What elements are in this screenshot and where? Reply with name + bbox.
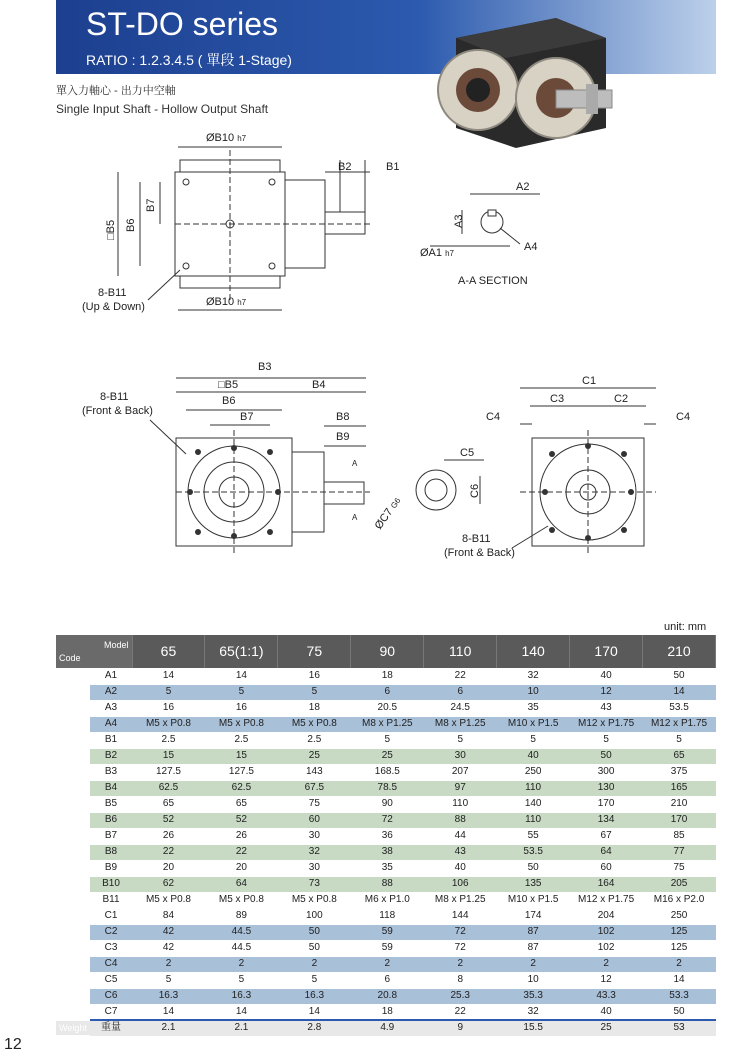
row-code: B10 bbox=[90, 876, 132, 892]
weight-cell: 25 bbox=[570, 1020, 643, 1036]
table-cell: 22 bbox=[132, 844, 205, 860]
table-cell: M5 x P0.8 bbox=[132, 716, 205, 732]
table-cell: 2.5 bbox=[278, 732, 351, 748]
table-cell: 62.5 bbox=[205, 780, 278, 796]
table-cell: M6 x P1.0 bbox=[351, 892, 424, 908]
corner-cell: Model Code bbox=[56, 635, 132, 668]
model-header: 210 bbox=[643, 635, 716, 668]
table-cell: M10 x P1.5 bbox=[497, 892, 570, 908]
table-cell: 15 bbox=[132, 748, 205, 764]
label-c6: C6 bbox=[469, 483, 481, 498]
table-cell: 25 bbox=[278, 748, 351, 764]
table-cell: 42 bbox=[132, 940, 205, 956]
table-cell: 18 bbox=[278, 700, 351, 716]
table-cell: 18 bbox=[351, 668, 424, 684]
model-header: 65 bbox=[132, 635, 205, 668]
table-cell: 77 bbox=[643, 844, 716, 860]
weight-cell: 2.1 bbox=[132, 1020, 205, 1036]
table-cell: 14 bbox=[132, 668, 205, 684]
label-b2: B2 bbox=[338, 161, 352, 173]
table-cell: 2.5 bbox=[205, 732, 278, 748]
table-cell: 16 bbox=[205, 700, 278, 716]
table-cell: 75 bbox=[643, 860, 716, 876]
table-cell: 14 bbox=[643, 684, 716, 700]
label-b5: □B5 bbox=[105, 219, 117, 240]
table-row bbox=[56, 764, 716, 780]
table-cell: 32 bbox=[497, 668, 570, 684]
table-cell: 62.5 bbox=[132, 780, 205, 796]
table-cell: 60 bbox=[570, 860, 643, 876]
table-body bbox=[56, 668, 716, 1036]
label-a3: A3 bbox=[453, 214, 465, 228]
table-cell: 5 bbox=[278, 972, 351, 988]
label-b6b: B6 bbox=[222, 395, 236, 407]
table-cell: 2 bbox=[205, 956, 278, 972]
table-cell: 135 bbox=[497, 876, 570, 892]
intro-english: Single Input Shaft - Hollow Output Shaft bbox=[56, 102, 269, 116]
table-cell: 40 bbox=[424, 860, 497, 876]
row-code: C2 bbox=[90, 924, 132, 940]
label-b11-front2-note: (Front & Back) bbox=[444, 547, 515, 559]
table-cell: 30 bbox=[278, 828, 351, 844]
weight-cell: 9 bbox=[424, 1020, 497, 1036]
row-code: B8 bbox=[90, 844, 132, 860]
model-header: 65(1:1) bbox=[205, 635, 278, 668]
label-a-mark1: A bbox=[352, 459, 358, 468]
table-cell: 140 bbox=[497, 796, 570, 812]
table-cell: 5 bbox=[424, 732, 497, 748]
table-cell: 207 bbox=[424, 764, 497, 780]
table-cell: 88 bbox=[424, 812, 497, 828]
label-section: A-A SECTION bbox=[458, 275, 528, 287]
table-cell: 50 bbox=[497, 860, 570, 876]
table-cell: M5 x P0.8 bbox=[278, 892, 351, 908]
table-cell: 20 bbox=[132, 860, 205, 876]
table-cell: 250 bbox=[643, 908, 716, 924]
row-code: B6 bbox=[90, 812, 132, 828]
table-cell: 85 bbox=[643, 828, 716, 844]
table-row bbox=[56, 716, 716, 732]
table-row bbox=[56, 780, 716, 796]
table-cell: 2.5 bbox=[132, 732, 205, 748]
label-a2: A2 bbox=[516, 181, 530, 193]
table-cell: 300 bbox=[570, 764, 643, 780]
table-cell: 26 bbox=[205, 828, 278, 844]
table-row bbox=[56, 988, 716, 1004]
table-cell: 10 bbox=[497, 972, 570, 988]
table-cell: 16.3 bbox=[132, 988, 205, 1004]
table-cell: 5 bbox=[278, 684, 351, 700]
table-cell: 14 bbox=[643, 972, 716, 988]
table-cell: 43 bbox=[424, 844, 497, 860]
table-cell: 59 bbox=[351, 940, 424, 956]
table-cell: 16 bbox=[132, 700, 205, 716]
table-cell: 2 bbox=[278, 956, 351, 972]
table-cell: 5 bbox=[497, 732, 570, 748]
weight-cell: 15.5 bbox=[497, 1020, 570, 1036]
label-b1: B1 bbox=[386, 161, 400, 173]
table-row bbox=[56, 892, 716, 908]
table-cell: M8 x P1.25 bbox=[424, 716, 497, 732]
table-cell: 43 bbox=[570, 700, 643, 716]
table-row bbox=[56, 700, 716, 716]
table-row bbox=[56, 972, 716, 988]
table-cell: 90 bbox=[351, 796, 424, 812]
table-cell: 14 bbox=[205, 1004, 278, 1020]
table-row bbox=[56, 956, 716, 972]
weight-cell: 53 bbox=[643, 1020, 716, 1036]
row-code: C6 bbox=[90, 988, 132, 1004]
row-code: A1 bbox=[90, 668, 132, 684]
ratio-subtitle: RATIO : 1.2.3.4.5 ( 單段 1-Stage) bbox=[86, 52, 292, 68]
table-cell: 174 bbox=[497, 908, 570, 924]
table-cell: 30 bbox=[424, 748, 497, 764]
model-header: 140 bbox=[497, 635, 570, 668]
table-cell: 164 bbox=[570, 876, 643, 892]
table-cell: M12 x P1.75 bbox=[570, 716, 643, 732]
label-c1: C1 bbox=[582, 375, 597, 387]
table-cell: 36 bbox=[351, 828, 424, 844]
table-row bbox=[56, 732, 716, 748]
label-b10-top: ØB10 h7 bbox=[206, 132, 247, 144]
table-cell: 8 bbox=[424, 972, 497, 988]
table-cell: 14 bbox=[205, 668, 278, 684]
table-cell: 50 bbox=[278, 940, 351, 956]
table-cell: 50 bbox=[643, 1004, 716, 1020]
table-cell: 118 bbox=[351, 908, 424, 924]
table-cell: 78.5 bbox=[351, 780, 424, 796]
table-cell: 5 bbox=[205, 972, 278, 988]
table-cell: 65 bbox=[643, 748, 716, 764]
table-cell: 32 bbox=[278, 844, 351, 860]
table-cell: 106 bbox=[424, 876, 497, 892]
table-cell: 52 bbox=[132, 812, 205, 828]
table-cell: 89 bbox=[205, 908, 278, 924]
table-row bbox=[56, 812, 716, 828]
weight-code: 重量 bbox=[90, 1020, 132, 1036]
table-cell: 72 bbox=[351, 812, 424, 828]
table-cell: 16.3 bbox=[278, 988, 351, 1004]
row-code: A3 bbox=[90, 700, 132, 716]
table-cell: 125 bbox=[643, 924, 716, 940]
table-cell: 5 bbox=[643, 732, 716, 748]
table-row bbox=[56, 748, 716, 764]
table-row bbox=[56, 796, 716, 812]
table-cell: 102 bbox=[570, 940, 643, 956]
table-cell: 65 bbox=[132, 796, 205, 812]
table-cell: 72 bbox=[424, 940, 497, 956]
table-cell: 2 bbox=[497, 956, 570, 972]
table-row bbox=[56, 828, 716, 844]
table-cell: 16.3 bbox=[205, 988, 278, 1004]
label-b4: B4 bbox=[312, 379, 326, 391]
row-code: B9 bbox=[90, 860, 132, 876]
table-cell: 110 bbox=[424, 796, 497, 812]
table-cell: 6 bbox=[351, 972, 424, 988]
label-b7: B7 bbox=[145, 198, 157, 212]
table-cell: 53.5 bbox=[497, 844, 570, 860]
table-cell: 26 bbox=[132, 828, 205, 844]
row-code: C7 bbox=[90, 1004, 132, 1020]
table-cell: 44.5 bbox=[205, 940, 278, 956]
table-cell: 22 bbox=[205, 844, 278, 860]
table-cell: 25.3 bbox=[424, 988, 497, 1004]
table-row bbox=[56, 924, 716, 940]
table-cell: 50 bbox=[570, 748, 643, 764]
table-cell: M5 x P0.8 bbox=[205, 892, 278, 908]
label-b11-top-note: (Up & Down) bbox=[82, 301, 145, 313]
label-b6: B6 bbox=[125, 218, 137, 232]
table-cell: 53.5 bbox=[643, 700, 716, 716]
table-cell: 44.5 bbox=[205, 924, 278, 940]
row-code: C1 bbox=[90, 908, 132, 924]
table-cell: 44 bbox=[424, 828, 497, 844]
label-a4: A4 bbox=[524, 241, 538, 253]
table-cell: 10 bbox=[497, 684, 570, 700]
model-header: 170 bbox=[570, 635, 643, 668]
label-b11-front-note: (Front & Back) bbox=[82, 405, 153, 417]
table-cell: 87 bbox=[497, 940, 570, 956]
model-header: 110 bbox=[424, 635, 497, 668]
table-row bbox=[56, 908, 716, 924]
table-cell: 125 bbox=[643, 940, 716, 956]
table-cell: 2 bbox=[351, 956, 424, 972]
table-cell: 100 bbox=[278, 908, 351, 924]
table-cell: 62 bbox=[132, 876, 205, 892]
table-cell: 64 bbox=[570, 844, 643, 860]
table-cell: M5 x P0.8 bbox=[205, 716, 278, 732]
table-cell: M5 x P0.8 bbox=[278, 716, 351, 732]
table-cell: M10 x P1.5 bbox=[497, 716, 570, 732]
table-cell: 12 bbox=[570, 684, 643, 700]
table-cell: 60 bbox=[278, 812, 351, 828]
table-row bbox=[56, 876, 716, 892]
table-cell: 134 bbox=[570, 812, 643, 828]
weight-cell: 2.8 bbox=[278, 1020, 351, 1036]
spec-table bbox=[56, 635, 716, 1037]
table-cell: 50 bbox=[643, 668, 716, 684]
table-cell: 75 bbox=[278, 796, 351, 812]
table-cell: 43.3 bbox=[570, 988, 643, 1004]
table-cell: 35 bbox=[497, 700, 570, 716]
table-cell: 64 bbox=[205, 876, 278, 892]
table-row bbox=[56, 1004, 716, 1020]
row-code: B4 bbox=[90, 780, 132, 796]
table-cell: 130 bbox=[570, 780, 643, 796]
row-code: A2 bbox=[90, 684, 132, 700]
weight-cell: 4.9 bbox=[351, 1020, 424, 1036]
table-cell: 67.5 bbox=[278, 780, 351, 796]
label-c2: C2 bbox=[614, 393, 629, 405]
technical-drawings bbox=[0, 118, 753, 588]
table-cell: 2 bbox=[643, 956, 716, 972]
table-row bbox=[56, 668, 716, 684]
table-cell: M12 x P1.75 bbox=[643, 716, 716, 732]
label-c4-right: C4 bbox=[676, 411, 691, 423]
table-cell: M12 x P1.75 bbox=[570, 892, 643, 908]
table-cell: 52 bbox=[205, 812, 278, 828]
table-cell: 6 bbox=[351, 684, 424, 700]
table-cell: 72 bbox=[424, 924, 497, 940]
table-cell: 170 bbox=[643, 812, 716, 828]
label-a-mark2: A bbox=[352, 513, 358, 522]
table-cell: 5 bbox=[132, 684, 205, 700]
label-b11-front: 8-B11 bbox=[100, 391, 129, 403]
table-cell: 127.5 bbox=[205, 764, 278, 780]
table-cell: 22 bbox=[424, 1004, 497, 1020]
table-cell: 73 bbox=[278, 876, 351, 892]
label-b9: B9 bbox=[336, 431, 350, 443]
table-cell: 55 bbox=[497, 828, 570, 844]
weight-label: Weight bbox=[56, 1020, 90, 1036]
row-code: A4 bbox=[90, 716, 132, 732]
table-row bbox=[56, 684, 716, 700]
table-cell: 5 bbox=[205, 684, 278, 700]
table-cell: 40 bbox=[570, 1004, 643, 1020]
label-b3: B3 bbox=[258, 361, 272, 373]
row-code: B2 bbox=[90, 748, 132, 764]
table-cell: 143 bbox=[278, 764, 351, 780]
table-cell: 144 bbox=[424, 908, 497, 924]
table-cell: 67 bbox=[570, 828, 643, 844]
table-cell: 15 bbox=[205, 748, 278, 764]
page-title: ST-DO series bbox=[86, 6, 279, 42]
table-cell: 38 bbox=[351, 844, 424, 860]
table-cell: 40 bbox=[497, 748, 570, 764]
table-cell: 35 bbox=[351, 860, 424, 876]
label-b7b: B7 bbox=[240, 411, 254, 423]
row-code: B11 bbox=[90, 892, 132, 908]
table-cell: 24.5 bbox=[424, 700, 497, 716]
table-cell: 2 bbox=[424, 956, 497, 972]
table-cell: 375 bbox=[643, 764, 716, 780]
table-cell: 6 bbox=[424, 684, 497, 700]
row-code: B3 bbox=[90, 764, 132, 780]
table-cell: 35.3 bbox=[497, 988, 570, 1004]
table-cell: 20 bbox=[205, 860, 278, 876]
table-cell: 2 bbox=[132, 956, 205, 972]
table-cell: 65 bbox=[205, 796, 278, 812]
model-header: 75 bbox=[278, 635, 351, 668]
table-cell: 2 bbox=[570, 956, 643, 972]
group-label: B bbox=[56, 732, 90, 908]
table-cell: 42 bbox=[132, 924, 205, 940]
label-c3: C3 bbox=[550, 393, 565, 405]
intro-chinese: 單入力軸心 - 出力中空軸 bbox=[56, 85, 176, 97]
group-label: A bbox=[56, 668, 90, 732]
row-code: B7 bbox=[90, 828, 132, 844]
weight-row bbox=[56, 1020, 716, 1036]
table-cell: 5 bbox=[570, 732, 643, 748]
label-b10-bottom: ØB10 h7 bbox=[206, 296, 247, 308]
label-c4-left: C4 bbox=[486, 411, 501, 423]
table-cell: M8 x P1.25 bbox=[424, 892, 497, 908]
label-c5: C5 bbox=[460, 447, 475, 459]
table-cell: 20.8 bbox=[351, 988, 424, 1004]
label-b11-front2: 8-B11 bbox=[462, 533, 491, 545]
row-code: B5 bbox=[90, 796, 132, 812]
table-cell: 59 bbox=[351, 924, 424, 940]
table-cell: 53.3 bbox=[643, 988, 716, 1004]
table-cell: 30 bbox=[278, 860, 351, 876]
table-cell: 210 bbox=[643, 796, 716, 812]
table-cell: 22 bbox=[424, 668, 497, 684]
table-cell: 250 bbox=[497, 764, 570, 780]
table-cell: 32 bbox=[497, 1004, 570, 1020]
table-cell: 110 bbox=[497, 812, 570, 828]
label-b8: B8 bbox=[336, 411, 350, 423]
table-cell: 127.5 bbox=[132, 764, 205, 780]
unit-label: unit: mm bbox=[664, 621, 707, 633]
table-cell: 110 bbox=[497, 780, 570, 796]
label-a1: ØA1 h7 bbox=[420, 247, 454, 259]
table-cell: 170 bbox=[570, 796, 643, 812]
table-cell: 12 bbox=[570, 972, 643, 988]
table-cell: 84 bbox=[132, 908, 205, 924]
row-code: C3 bbox=[90, 940, 132, 956]
table-cell: 5 bbox=[132, 972, 205, 988]
table-cell: 50 bbox=[278, 924, 351, 940]
table-cell: 97 bbox=[424, 780, 497, 796]
table-cell: 88 bbox=[351, 876, 424, 892]
table-cell: M5 x P0.8 bbox=[132, 892, 205, 908]
row-code: C4 bbox=[90, 956, 132, 972]
table-cell: 14 bbox=[132, 1004, 205, 1020]
label-b5b: □B5 bbox=[218, 379, 239, 391]
table-cell: 16 bbox=[278, 668, 351, 684]
table-cell: M16 x P2.0 bbox=[643, 892, 716, 908]
table-cell: 5 bbox=[351, 732, 424, 748]
row-code: C5 bbox=[90, 972, 132, 988]
table-cell: 20.5 bbox=[351, 700, 424, 716]
table-cell: 25 bbox=[351, 748, 424, 764]
table-cell: 87 bbox=[497, 924, 570, 940]
page-number: 12 bbox=[4, 1036, 22, 1053]
model-header: 90 bbox=[351, 635, 424, 668]
label-c7: ØC7 G6 bbox=[372, 496, 403, 532]
table-cell: 165 bbox=[643, 780, 716, 796]
table-cell: M8 x P1.25 bbox=[351, 716, 424, 732]
table-cell: 18 bbox=[351, 1004, 424, 1020]
table-cell: 168.5 bbox=[351, 764, 424, 780]
row-code: B1 bbox=[90, 732, 132, 748]
group-label: C bbox=[56, 908, 90, 1020]
table-cell: 40 bbox=[570, 668, 643, 684]
table-row bbox=[56, 844, 716, 860]
table-cell: 204 bbox=[570, 908, 643, 924]
table-header-row bbox=[56, 635, 716, 668]
label-b11-top: 8-B11 bbox=[98, 287, 127, 299]
table-row bbox=[56, 860, 716, 876]
table-cell: 205 bbox=[643, 876, 716, 892]
weight-cell: 2.1 bbox=[205, 1020, 278, 1036]
table-row bbox=[56, 940, 716, 956]
table-cell: 102 bbox=[570, 924, 643, 940]
table-cell: 14 bbox=[278, 1004, 351, 1020]
